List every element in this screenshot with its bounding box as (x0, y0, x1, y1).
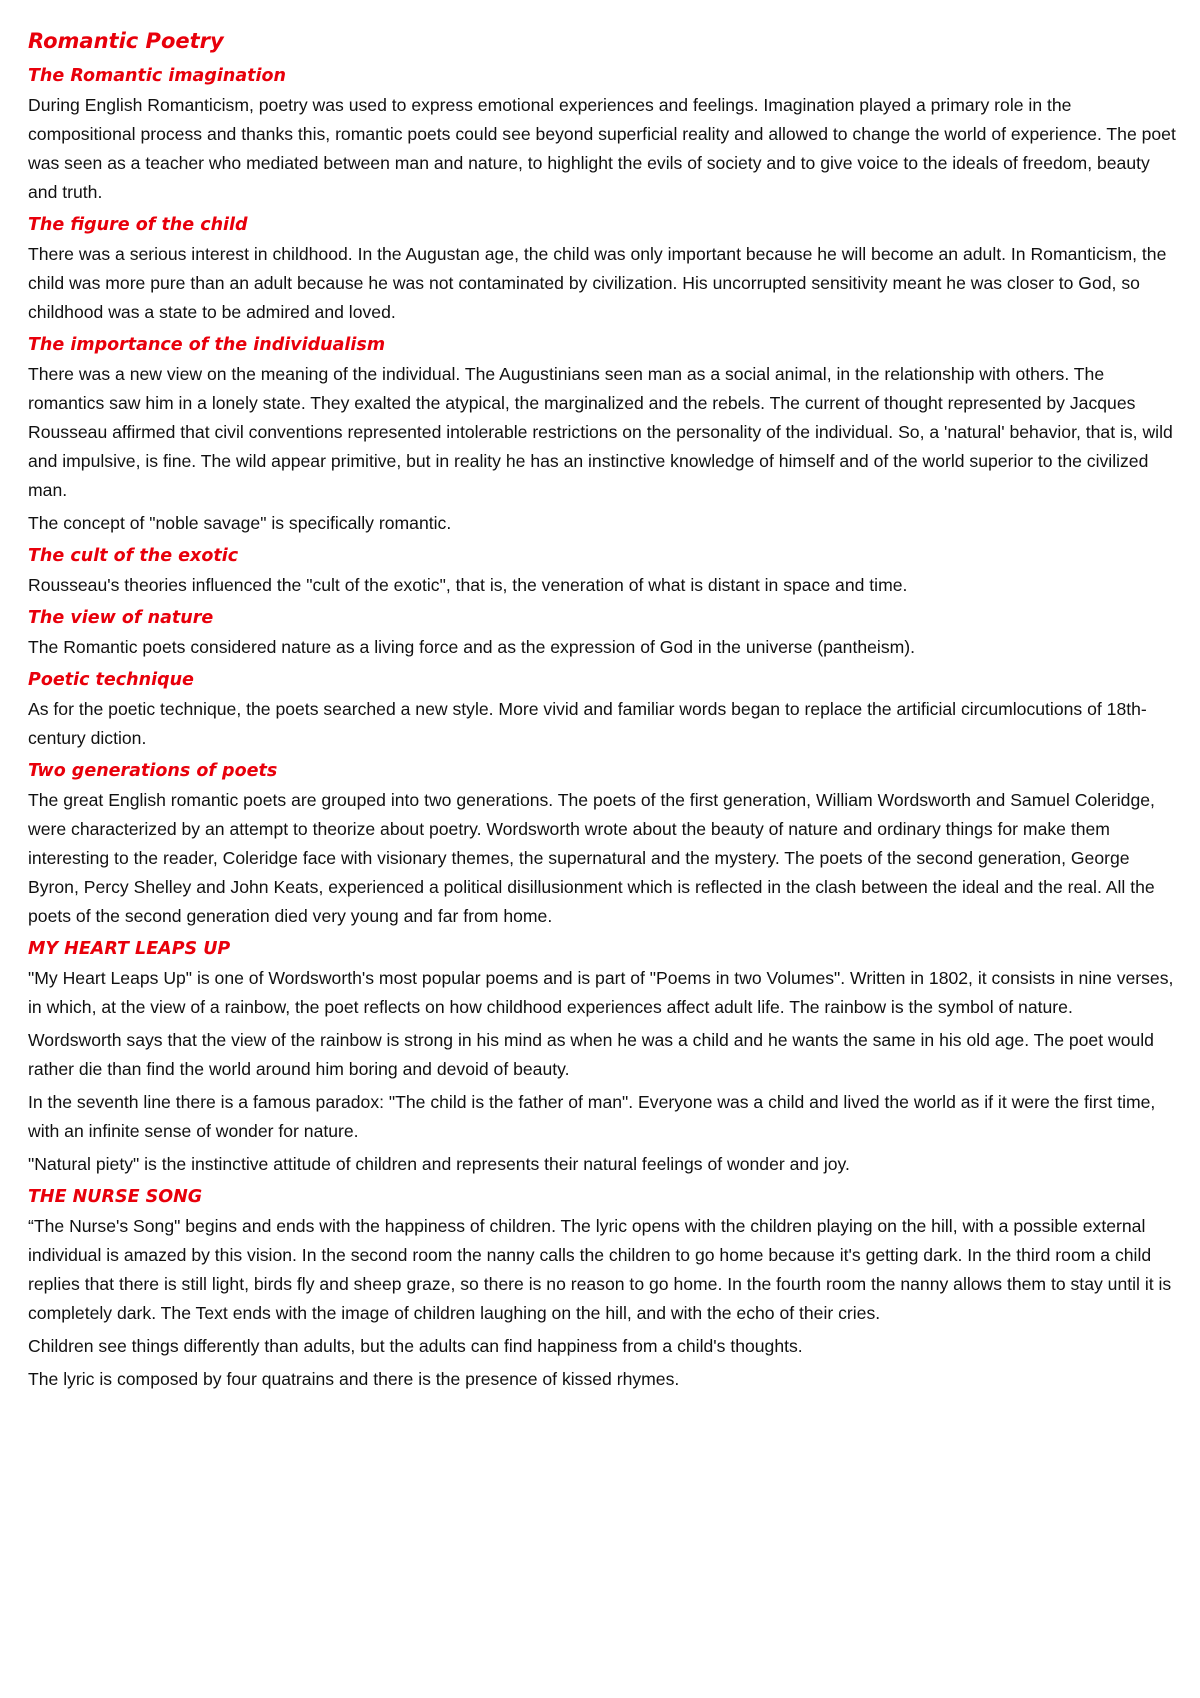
section-heading: MY HEART LEAPS UP (28, 939, 231, 959)
paragraph: The lyric is composed by four quatrains and there is the presence of kissed rhymes. (28, 1369, 680, 1389)
paragraph: The concept of "noble savage" is specifically romantic. (28, 513, 452, 533)
paragraph: “The Nurse's Song" begins and ends with the happiness of children. The lyric opens with the children playing on the hill, with a possible external individual is amazed by this vision. In the second room the nanny calls the children to go home because it's getting dark. In the third room a child replies that there is still light, birds fly and sheep graze, so there is no reason to go home. In the fourth room the nanny allows them to stay until it is completely dark. The Text ends with the image of children laughing on the hill, and with the echo of their cries. (28, 1216, 1172, 1323)
section-heading: The importance of the individualism (28, 335, 386, 355)
paragraph: During English Romanticism, poetry was used to express emotional experiences and feelings. Imagination played a primary role in the compositional process and thanks this, romantic poets could see beyond superficial reality and allowed to change the world of experience. The poet was seen as a teacher who mediated between man and nature, to highlight the evils of society and to give voice to the ideals of freedom, beauty and truth. (28, 95, 1176, 202)
section-heading: The Romantic imagination (28, 66, 286, 86)
section-two-generations-of-poets (28, 757, 1180, 931)
section-heading: The view of nature (28, 608, 214, 628)
section-heading: The figure of the child (28, 215, 248, 235)
section-poetic-technique (28, 666, 1180, 753)
section-my-heart-leaps-up (28, 935, 1180, 1179)
section-heading: Poetic technique (28, 670, 194, 690)
section-cult-of-the-exotic (28, 542, 1180, 600)
paragraph: "Natural piety" is the instinctive attitude of children and represents their natural feelings of wonder and joy. (28, 1154, 850, 1174)
section-heading: Two generations of poets (28, 761, 278, 781)
paragraph: As for the poetic technique, the poets searched a new style. More vivid and familiar words began to replace the artificial circumlocutions of 18th-century diction. (28, 699, 1147, 748)
document-page (28, 26, 1180, 1398)
section-heading: The cult of the exotic (28, 546, 239, 566)
section-heading: THE NURSE SONG (28, 1187, 203, 1207)
paragraph: In the seventh line there is a famous paradox: "The child is the father of man". Everyone was a child and lived the world as if it were the first time, with an infinite sense of wonder for nature. (28, 1092, 1156, 1141)
paragraph: Children see things differently than adults, but the adults can find happiness from a child's thoughts. (28, 1336, 803, 1356)
section-figure-of-the-child (28, 211, 1180, 327)
paragraph: There was a serious interest in childhood. In the Augustan age, the child was only important because he will become an adult. In Romanticism, the child was more pure than an adult because he was not contaminated by civilization. His uncorrupted sensitivity meant he was closer to God, so childhood was a state to be admired and loved. (28, 244, 1167, 322)
paragraph: There was a new view on the meaning of the individual. The Augustinians seen man as a social animal, in the relationship with others. The romantics saw him in a lonely state. They exalted the atypical, the marginalized and the rebels. The current of thought represented by Jacques Rousseau affirmed that civil conventions represented intolerable restrictions on the personality of the individual. So, a 'natural' behavior, that is, wild and impulsive, is fine. The wild appear primitive, but in reality he has an instinctive knowledge of himself and of the world superior to the civilized man. (28, 364, 1173, 500)
paragraph: The great English romantic poets are grouped into two generations. The poets of the first generation, William Wordsworth and Samuel Coleridge, were characterized by an attempt to theorize about poetry. Wordsworth wrote about the beauty of nature and ordinary things for make them interesting to the reader, Coleridge face with visionary themes, the supernatural and the mystery. The poets of the second generation, George Byron, Percy Shelley and John Keats, experienced a political disillusionment which is reflected in the clash between the ideal and the real. All the poets of the second generation died very young and far from home. (28, 790, 1155, 926)
paragraph: Wordsworth says that the view of the rainbow is strong in his mind as when he was a child and he wants the same in his old age. The poet would rather die than find the world around him boring and devoid of beauty. (28, 1030, 1154, 1079)
paragraph: "My Heart Leaps Up" is one of Wordsworth's most popular poems and is part of "Poems in two Volumes". Written in 1802, it consists in nine verses, in which, at the view of a rainbow, the poet reflects on how childhood experiences affect adult life. The rainbow is the symbol of nature. (28, 968, 1174, 1017)
section-romantic-imagination (28, 62, 1180, 207)
paragraph: The Romantic poets considered nature as a living force and as the expression of God in the universe (pantheism). (28, 637, 916, 657)
document-title: Romantic Poetry (28, 29, 224, 53)
section-view-of-nature (28, 604, 1180, 662)
section-the-nurse-song (28, 1183, 1180, 1394)
section-importance-of-individualism (28, 331, 1180, 538)
paragraph: Rousseau's theories influenced the "cult of the exotic", that is, the veneration of what is distant in space and time. (28, 575, 908, 595)
